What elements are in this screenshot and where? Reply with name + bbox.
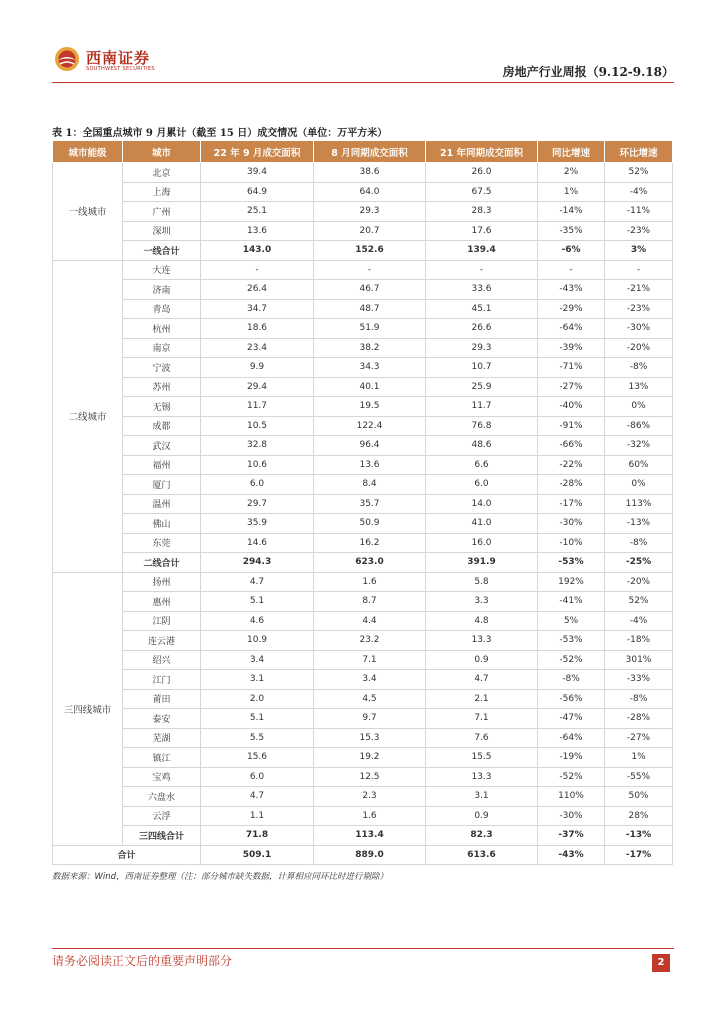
table-cell: -19% bbox=[538, 748, 605, 768]
table-cell: 25.9 bbox=[426, 377, 538, 397]
table-cell: 7.1 bbox=[314, 650, 426, 670]
table-cell: 391.9 bbox=[426, 553, 538, 573]
table-cell: -52% bbox=[538, 650, 605, 670]
table-cell: -64% bbox=[538, 319, 605, 339]
table-cell: 6.0 bbox=[426, 475, 538, 495]
table-cell: 76.8 bbox=[426, 416, 538, 436]
table-cell: -11% bbox=[605, 202, 673, 222]
table-cell: 110% bbox=[538, 787, 605, 807]
total-label: 合计 bbox=[53, 845, 201, 865]
table-cell: 52% bbox=[605, 592, 673, 612]
table-cell: -53% bbox=[538, 631, 605, 651]
city-name: 江门 bbox=[123, 670, 201, 690]
city-name: 北京 bbox=[123, 163, 201, 183]
table-cell: -25% bbox=[605, 553, 673, 573]
table-cell: 15.6 bbox=[201, 748, 314, 768]
table-row bbox=[53, 514, 673, 534]
table-cell: 52% bbox=[605, 163, 673, 183]
column-header: 城市能级 bbox=[53, 141, 123, 163]
table-cell: -39% bbox=[538, 338, 605, 358]
table-cell: 1% bbox=[605, 748, 673, 768]
city-name: 莆田 bbox=[123, 689, 201, 709]
table-cell: 143.0 bbox=[201, 241, 314, 261]
city-name: 佛山 bbox=[123, 514, 201, 534]
table-cell: -30% bbox=[605, 319, 673, 339]
table-cell: 3% bbox=[605, 241, 673, 261]
city-name: 温州 bbox=[123, 494, 201, 514]
city-name: 镇江 bbox=[123, 748, 201, 768]
table-cell: -27% bbox=[538, 377, 605, 397]
table-cell: 623.0 bbox=[314, 553, 426, 573]
table-cell: 40.1 bbox=[314, 377, 426, 397]
table-cell: -22% bbox=[538, 455, 605, 475]
table-cell: -47% bbox=[538, 709, 605, 729]
city-name: 绍兴 bbox=[123, 650, 201, 670]
table-row bbox=[53, 475, 673, 495]
city-name: 济南 bbox=[123, 280, 201, 300]
table-cell: 7.1 bbox=[426, 709, 538, 729]
table-cell: 38.6 bbox=[314, 163, 426, 183]
table-cell: 13.3 bbox=[426, 767, 538, 787]
table-cell: 50.9 bbox=[314, 514, 426, 534]
city-name: 东莞 bbox=[123, 533, 201, 553]
footer-divider bbox=[52, 948, 674, 949]
table-cell: 3.1 bbox=[426, 787, 538, 807]
table-cell: -8% bbox=[605, 358, 673, 378]
table-row bbox=[53, 377, 673, 397]
table-cell: 32.8 bbox=[201, 436, 314, 456]
total-row bbox=[53, 845, 673, 865]
table-cell: -86% bbox=[605, 416, 673, 436]
tier-label: 三四线城市 bbox=[53, 572, 123, 845]
page-number: 2 bbox=[652, 954, 670, 972]
table-cell: -8% bbox=[538, 670, 605, 690]
report-title: 房地产行业周报（9.12-9.18） bbox=[502, 65, 674, 79]
table-cell: 26.6 bbox=[426, 319, 538, 339]
table-cell: -66% bbox=[538, 436, 605, 456]
header-divider bbox=[52, 82, 674, 83]
table-row bbox=[53, 611, 673, 631]
city-name: 南京 bbox=[123, 338, 201, 358]
table-row bbox=[53, 748, 673, 768]
table-row bbox=[53, 280, 673, 300]
table-cell: 34.7 bbox=[201, 299, 314, 319]
table-cell: 113% bbox=[605, 494, 673, 514]
table-cell: -28% bbox=[605, 709, 673, 729]
table-cell: -8% bbox=[605, 689, 673, 709]
table-row bbox=[53, 572, 673, 592]
table-cell: 0.9 bbox=[426, 806, 538, 826]
table-cell: -4% bbox=[605, 611, 673, 631]
table-cell: -29% bbox=[538, 299, 605, 319]
city-name: 成都 bbox=[123, 416, 201, 436]
table-row bbox=[53, 650, 673, 670]
table-cell: 4.4 bbox=[314, 611, 426, 631]
city-name: 大连 bbox=[123, 260, 201, 280]
table-cell: 613.6 bbox=[426, 845, 538, 865]
table-row bbox=[53, 221, 673, 241]
table-cell: 10.7 bbox=[426, 358, 538, 378]
table-cell: 5% bbox=[538, 611, 605, 631]
table-cell: 60% bbox=[605, 455, 673, 475]
table-row bbox=[53, 319, 673, 339]
city-name: 宁波 bbox=[123, 358, 201, 378]
table-caption: 表 1：全国重点城市 9 月累计（截至 15 日）成交情况（单位：万平方米） bbox=[52, 128, 388, 139]
table-cell: 48.7 bbox=[314, 299, 426, 319]
table-cell: 0.9 bbox=[426, 650, 538, 670]
tier-label: 一线城市 bbox=[53, 163, 123, 261]
table-cell: 4.7 bbox=[201, 572, 314, 592]
footer-disclaimer: 请务必阅读正文后的重要声明部分 bbox=[52, 954, 233, 968]
table-body bbox=[53, 163, 673, 865]
table-cell: 11.7 bbox=[426, 397, 538, 417]
table-row bbox=[53, 709, 673, 729]
table-cell: -55% bbox=[605, 767, 673, 787]
table-cell: 2.1 bbox=[426, 689, 538, 709]
table-cell: 64.9 bbox=[201, 182, 314, 202]
table-cell: - bbox=[538, 260, 605, 280]
table-cell: 4.5 bbox=[314, 689, 426, 709]
table-cell: 7.6 bbox=[426, 728, 538, 748]
table-cell: 20.7 bbox=[314, 221, 426, 241]
table-cell: 67.5 bbox=[426, 182, 538, 202]
table-cell: 1.6 bbox=[314, 572, 426, 592]
city-transaction-table bbox=[52, 140, 673, 865]
logo-text-en: SOUTHWEST SECURITIES bbox=[86, 66, 155, 72]
table-cell: 1.1 bbox=[201, 806, 314, 826]
table-cell: 一线合计 bbox=[123, 241, 201, 261]
logo-text-cn: 西南证券 bbox=[86, 49, 151, 67]
table-cell: 34.3 bbox=[314, 358, 426, 378]
table-cell: 23.4 bbox=[201, 338, 314, 358]
table-cell: 14.6 bbox=[201, 533, 314, 553]
table-cell: 10.9 bbox=[201, 631, 314, 651]
table-cell: 82.3 bbox=[426, 826, 538, 846]
column-header: 城市 bbox=[123, 141, 201, 163]
table-cell: 6.6 bbox=[426, 455, 538, 475]
table-cell: 5.8 bbox=[426, 572, 538, 592]
table-cell: -10% bbox=[538, 533, 605, 553]
column-header: 环比增速 bbox=[605, 141, 673, 163]
table-cell: 三四线合计 bbox=[123, 826, 201, 846]
table-cell: 4.7 bbox=[426, 670, 538, 690]
table-header-row bbox=[53, 141, 673, 163]
table-cell: 1% bbox=[538, 182, 605, 202]
table-cell: 18.6 bbox=[201, 319, 314, 339]
table-cell: 15.3 bbox=[314, 728, 426, 748]
table-row bbox=[53, 338, 673, 358]
table-cell: 13.6 bbox=[314, 455, 426, 475]
table-cell: 10.5 bbox=[201, 416, 314, 436]
table-cell: 192% bbox=[538, 572, 605, 592]
table-row bbox=[53, 416, 673, 436]
table-cell: -43% bbox=[538, 845, 605, 865]
table-cell: -20% bbox=[605, 572, 673, 592]
table-cell: 48.6 bbox=[426, 436, 538, 456]
table-cell: -27% bbox=[605, 728, 673, 748]
table-cell: -30% bbox=[538, 514, 605, 534]
table-cell: 19.5 bbox=[314, 397, 426, 417]
table-cell: -21% bbox=[605, 280, 673, 300]
city-name: 宝鸡 bbox=[123, 767, 201, 787]
table-cell: 28.3 bbox=[426, 202, 538, 222]
table-cell: 33.6 bbox=[426, 280, 538, 300]
table-cell: -71% bbox=[538, 358, 605, 378]
table-cell: -91% bbox=[538, 416, 605, 436]
table-cell: -33% bbox=[605, 670, 673, 690]
table-cell: -52% bbox=[538, 767, 605, 787]
table-cell: 301% bbox=[605, 650, 673, 670]
table-cell: 152.6 bbox=[314, 241, 426, 261]
table-cell: -13% bbox=[605, 514, 673, 534]
table-row bbox=[53, 689, 673, 709]
table-cell: 64.0 bbox=[314, 182, 426, 202]
table-row bbox=[53, 436, 673, 456]
table-cell: 16.2 bbox=[314, 533, 426, 553]
table-cell: 29.3 bbox=[314, 202, 426, 222]
table-cell: 25.1 bbox=[201, 202, 314, 222]
table-cell: -30% bbox=[538, 806, 605, 826]
table-cell: -14% bbox=[538, 202, 605, 222]
table-cell: -53% bbox=[538, 553, 605, 573]
table-cell: 139.4 bbox=[426, 241, 538, 261]
table-cell: 29.4 bbox=[201, 377, 314, 397]
table-row bbox=[53, 455, 673, 475]
table-cell: 2.3 bbox=[314, 787, 426, 807]
table-cell: -23% bbox=[605, 299, 673, 319]
table-row bbox=[53, 787, 673, 807]
table-cell: -35% bbox=[538, 221, 605, 241]
table-cell: 1.6 bbox=[314, 806, 426, 826]
table-row bbox=[53, 670, 673, 690]
table-cell: -6% bbox=[538, 241, 605, 261]
table-row bbox=[53, 728, 673, 748]
table-cell: 96.4 bbox=[314, 436, 426, 456]
table-cell: - bbox=[426, 260, 538, 280]
table-cell: 71.8 bbox=[201, 826, 314, 846]
table-cell: 39.4 bbox=[201, 163, 314, 183]
data-source-note: 数据来源：Wind，西南证券整理（注：部分城市缺失数据，计算相应同环比时进行剔除） bbox=[52, 872, 389, 882]
table-cell: 29.7 bbox=[201, 494, 314, 514]
table-row bbox=[53, 260, 673, 280]
table-cell: 6.0 bbox=[201, 475, 314, 495]
table-cell: 8.4 bbox=[314, 475, 426, 495]
table-cell: -23% bbox=[605, 221, 673, 241]
city-name: 泰安 bbox=[123, 709, 201, 729]
table-cell: 11.7 bbox=[201, 397, 314, 417]
table-cell: -17% bbox=[605, 845, 673, 865]
city-name: 连云港 bbox=[123, 631, 201, 651]
table-cell: 4.8 bbox=[426, 611, 538, 631]
table-cell: -40% bbox=[538, 397, 605, 417]
city-name: 无锡 bbox=[123, 397, 201, 417]
table-cell: 113.4 bbox=[314, 826, 426, 846]
table-cell: 15.5 bbox=[426, 748, 538, 768]
table-cell: -4% bbox=[605, 182, 673, 202]
table-cell: 23.2 bbox=[314, 631, 426, 651]
table-row bbox=[53, 358, 673, 378]
city-name: 苏州 bbox=[123, 377, 201, 397]
table-cell: 19.2 bbox=[314, 748, 426, 768]
table-cell: 9.9 bbox=[201, 358, 314, 378]
table-cell: 122.4 bbox=[314, 416, 426, 436]
table-row bbox=[53, 592, 673, 612]
table-cell: 8.7 bbox=[314, 592, 426, 612]
city-name: 芜湖 bbox=[123, 728, 201, 748]
page-header bbox=[52, 44, 674, 80]
table-cell: 294.3 bbox=[201, 553, 314, 573]
table-row bbox=[53, 767, 673, 787]
tier-label: 二线城市 bbox=[53, 260, 123, 572]
table-cell: 16.0 bbox=[426, 533, 538, 553]
table-cell: 14.0 bbox=[426, 494, 538, 514]
table-row bbox=[53, 806, 673, 826]
table-cell: -28% bbox=[538, 475, 605, 495]
table-cell: 9.7 bbox=[314, 709, 426, 729]
table-cell: 13.3 bbox=[426, 631, 538, 651]
table-cell: 889.0 bbox=[314, 845, 426, 865]
city-name: 杭州 bbox=[123, 319, 201, 339]
table-row bbox=[53, 182, 673, 202]
table-cell: - bbox=[201, 260, 314, 280]
city-name: 深圳 bbox=[123, 221, 201, 241]
city-name: 惠州 bbox=[123, 592, 201, 612]
table-cell: 26.0 bbox=[426, 163, 538, 183]
table-cell: 3.1 bbox=[201, 670, 314, 690]
table-cell: 38.2 bbox=[314, 338, 426, 358]
table-cell: 0% bbox=[605, 475, 673, 495]
table-cell: -64% bbox=[538, 728, 605, 748]
table-cell: 45.1 bbox=[426, 299, 538, 319]
city-name: 上海 bbox=[123, 182, 201, 202]
table-cell: -37% bbox=[538, 826, 605, 846]
table-row bbox=[53, 202, 673, 222]
table-cell: 5.1 bbox=[201, 709, 314, 729]
table-row bbox=[53, 533, 673, 553]
table-cell: 3.3 bbox=[426, 592, 538, 612]
table-cell: -43% bbox=[538, 280, 605, 300]
column-header: 22 年 9 月成交面积 bbox=[201, 141, 314, 163]
city-name: 武汉 bbox=[123, 436, 201, 456]
table-cell: 二线合计 bbox=[123, 553, 201, 573]
table-cell: 29.3 bbox=[426, 338, 538, 358]
city-name: 六盘水 bbox=[123, 787, 201, 807]
column-header: 同比增速 bbox=[538, 141, 605, 163]
table-row bbox=[53, 397, 673, 417]
subtotal-row bbox=[53, 826, 673, 846]
city-name: 云浮 bbox=[123, 806, 201, 826]
table-cell: 6.0 bbox=[201, 767, 314, 787]
table-cell: 26.4 bbox=[201, 280, 314, 300]
table-cell: -56% bbox=[538, 689, 605, 709]
table-cell: 0% bbox=[605, 397, 673, 417]
table-cell: - bbox=[605, 260, 673, 280]
table-cell: 12.5 bbox=[314, 767, 426, 787]
table-cell: -41% bbox=[538, 592, 605, 612]
table-row bbox=[53, 163, 673, 183]
table-cell: -18% bbox=[605, 631, 673, 651]
table-cell: 4.7 bbox=[201, 787, 314, 807]
logo-emblem-icon bbox=[54, 46, 80, 72]
table-cell: 5.1 bbox=[201, 592, 314, 612]
table-row bbox=[53, 631, 673, 651]
table-cell: -32% bbox=[605, 436, 673, 456]
table-cell: 13% bbox=[605, 377, 673, 397]
table-cell: 10.6 bbox=[201, 455, 314, 475]
table-cell: -13% bbox=[605, 826, 673, 846]
table-cell: 46.7 bbox=[314, 280, 426, 300]
table-cell: 2% bbox=[538, 163, 605, 183]
column-header: 21 年同期成交面积 bbox=[426, 141, 538, 163]
city-name: 江阴 bbox=[123, 611, 201, 631]
city-name: 厦门 bbox=[123, 475, 201, 495]
subtotal-row bbox=[53, 553, 673, 573]
table-cell: -8% bbox=[605, 533, 673, 553]
table-cell: 51.9 bbox=[314, 319, 426, 339]
table-cell: 17.6 bbox=[426, 221, 538, 241]
table-cell: 5.5 bbox=[201, 728, 314, 748]
city-name: 青岛 bbox=[123, 299, 201, 319]
company-logo bbox=[54, 46, 204, 78]
city-name: 扬州 bbox=[123, 572, 201, 592]
table-cell: 4.6 bbox=[201, 611, 314, 631]
subtotal-row bbox=[53, 241, 673, 261]
table-cell: 50% bbox=[605, 787, 673, 807]
table-cell: - bbox=[314, 260, 426, 280]
table-row bbox=[53, 494, 673, 514]
table-cell: 41.0 bbox=[426, 514, 538, 534]
column-header: 8 月同期成交面积 bbox=[314, 141, 426, 163]
table-cell: 35.9 bbox=[201, 514, 314, 534]
table-cell: 2.0 bbox=[201, 689, 314, 709]
table-cell: -20% bbox=[605, 338, 673, 358]
table-cell: 28% bbox=[605, 806, 673, 826]
city-name: 广州 bbox=[123, 202, 201, 222]
table-cell: 3.4 bbox=[201, 650, 314, 670]
table-cell: -17% bbox=[538, 494, 605, 514]
city-name: 福州 bbox=[123, 455, 201, 475]
table-row bbox=[53, 299, 673, 319]
table-cell: 35.7 bbox=[314, 494, 426, 514]
table-cell: 13.6 bbox=[201, 221, 314, 241]
table-cell: 3.4 bbox=[314, 670, 426, 690]
table-cell: 509.1 bbox=[201, 845, 314, 865]
